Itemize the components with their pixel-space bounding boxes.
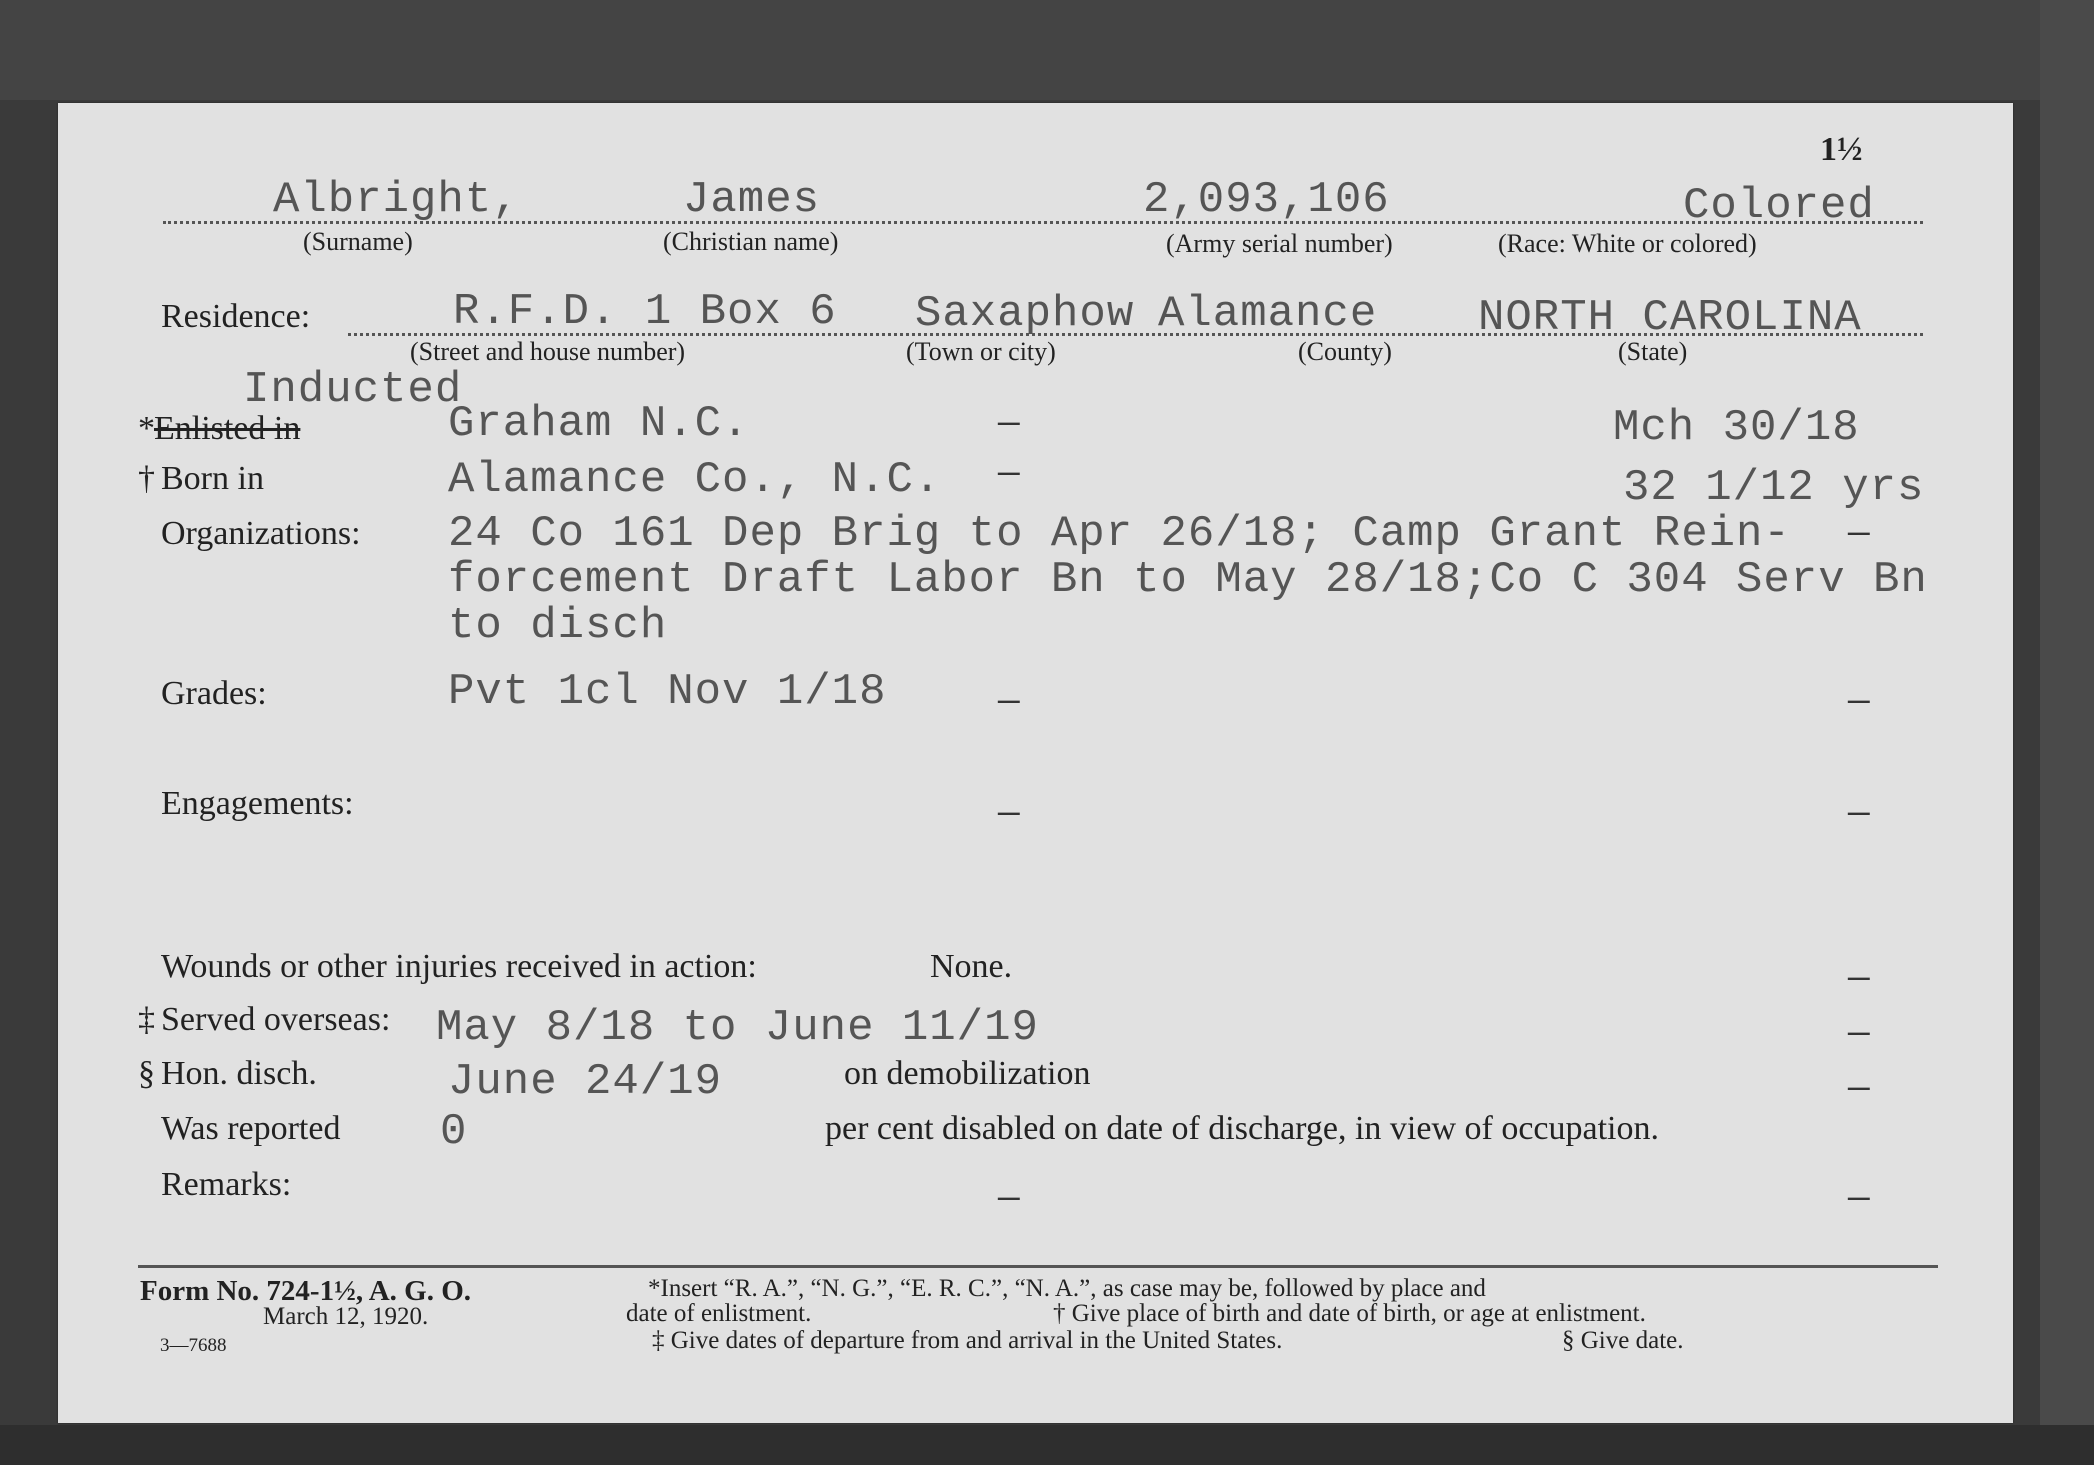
service-record-card	[58, 103, 2013, 1423]
army-serial-value: 2,093,106	[1143, 175, 1390, 225]
grades-label: Grades:	[161, 675, 267, 712]
surname-label: (Surname)	[303, 227, 413, 256]
discharge-reason: on demobilization	[844, 1055, 1091, 1092]
footer-note-dates: ‡ Give dates of departure from and arrival in the United States.	[652, 1327, 1283, 1354]
footer-note-insert-cont: date of enlistment.	[626, 1300, 812, 1327]
engagements-label: Engagements:	[161, 785, 354, 822]
born-label: Born in	[161, 460, 264, 497]
overseas-mark: ‡	[138, 1001, 155, 1038]
scan-background-right	[2040, 0, 2094, 1465]
born-mark: †	[138, 460, 155, 497]
remarks-label: Remarks:	[161, 1166, 292, 1203]
form-date: March 12, 1920.	[263, 1303, 429, 1330]
overseas-value: May 8/18 to June 11/19	[436, 1003, 1039, 1053]
dash-mark: —	[998, 1178, 1020, 1219]
scan-background-bottom	[0, 1425, 2094, 1465]
overseas-label: Served overseas:	[161, 1001, 391, 1038]
army-serial-label: (Army serial number)	[1166, 229, 1393, 258]
scan-background-top	[0, 0, 2094, 100]
town-label: (Town or city)	[906, 337, 1056, 366]
born-place: Alamance Co., N.C.	[448, 455, 942, 505]
dash-mark: —	[1848, 681, 1870, 722]
residence-street: R.F.D. 1 Box 6	[453, 287, 837, 337]
inducted-typed: Inducted	[243, 365, 463, 415]
dash-mark: —	[998, 793, 1020, 834]
residence-label: Residence:	[161, 298, 311, 335]
dash-mark: —	[1848, 793, 1870, 834]
organizations-label: Organizations:	[161, 515, 361, 552]
dash-mark: —	[1848, 1068, 1870, 1109]
street-label: (Street and house number)	[410, 337, 686, 366]
grades-value: Pvt 1cl Nov 1/18	[448, 667, 887, 717]
organizations-line: 24 Co 161 Dep Brig to Apr 26/18; Camp Grant Rein-	[448, 509, 1791, 559]
discharge-date: June 24/19	[448, 1057, 723, 1107]
enlisted-date: Mch 30/18	[1613, 403, 1860, 453]
form-number: Form No. 724-1½, A. G. O.	[140, 1275, 472, 1307]
discharge-label: Hon. disch.	[161, 1055, 317, 1092]
race-value: Colored	[1683, 181, 1875, 231]
reported-value: 0	[440, 1107, 468, 1157]
residence-county: Alamance	[1158, 289, 1378, 339]
enlisted-place: Graham N.C.	[448, 399, 750, 449]
footer-rule	[138, 1265, 1938, 1268]
residence-town: Saxaphow	[915, 289, 1135, 339]
footer-note-date: § Give date.	[1562, 1327, 1684, 1354]
enlisted-star: *	[138, 410, 155, 447]
form-fraction: 1½	[1820, 131, 1863, 168]
dash-mark: —	[998, 453, 1020, 494]
race-label: (Race: White or colored)	[1498, 229, 1757, 258]
discharge-mark: §	[138, 1055, 155, 1092]
reported-text: per cent disabled on date of discharge, in view of occupation.	[825, 1110, 1659, 1147]
dash-mark: —	[1848, 1013, 1870, 1054]
dash-mark: —	[1848, 513, 1870, 554]
footer-note-birth: † Give place of birth and date of birth, or age at enlistment.	[1053, 1300, 1646, 1327]
residence-state: NORTH CAROLINA	[1478, 293, 1862, 343]
christian-name-value: James	[683, 175, 821, 225]
christian-name-label: (Christian name)	[663, 227, 839, 256]
enlisted-label: Enlisted in	[154, 410, 301, 447]
dash-mark: —	[1848, 1178, 1870, 1219]
reported-label: Was reported	[161, 1110, 341, 1147]
state-label: (State)	[1618, 337, 1688, 366]
footer-note-insert: *Insert “R. A.”, “N. G.”, “E. R. C.”, “N. A.”, as case may be, followed by place and	[648, 1275, 1486, 1302]
dash-mark: —	[1848, 958, 1870, 999]
print-code: 3—7688	[160, 1335, 227, 1356]
surname-value: Albright,	[273, 175, 520, 225]
wounds-label: Wounds or other injuries received in action:	[161, 948, 757, 985]
organizations-line: to disch	[448, 601, 668, 651]
dash-mark: —	[998, 681, 1020, 722]
born-age: 32 1/12 yrs	[1623, 463, 1925, 513]
county-label: (County)	[1298, 337, 1392, 366]
wounds-value: None.	[930, 948, 1013, 985]
organizations-line: forcement Draft Labor Bn to May 28/18;Co C 304 Serv Bn	[448, 555, 1928, 605]
dash-mark: —	[998, 403, 1020, 444]
